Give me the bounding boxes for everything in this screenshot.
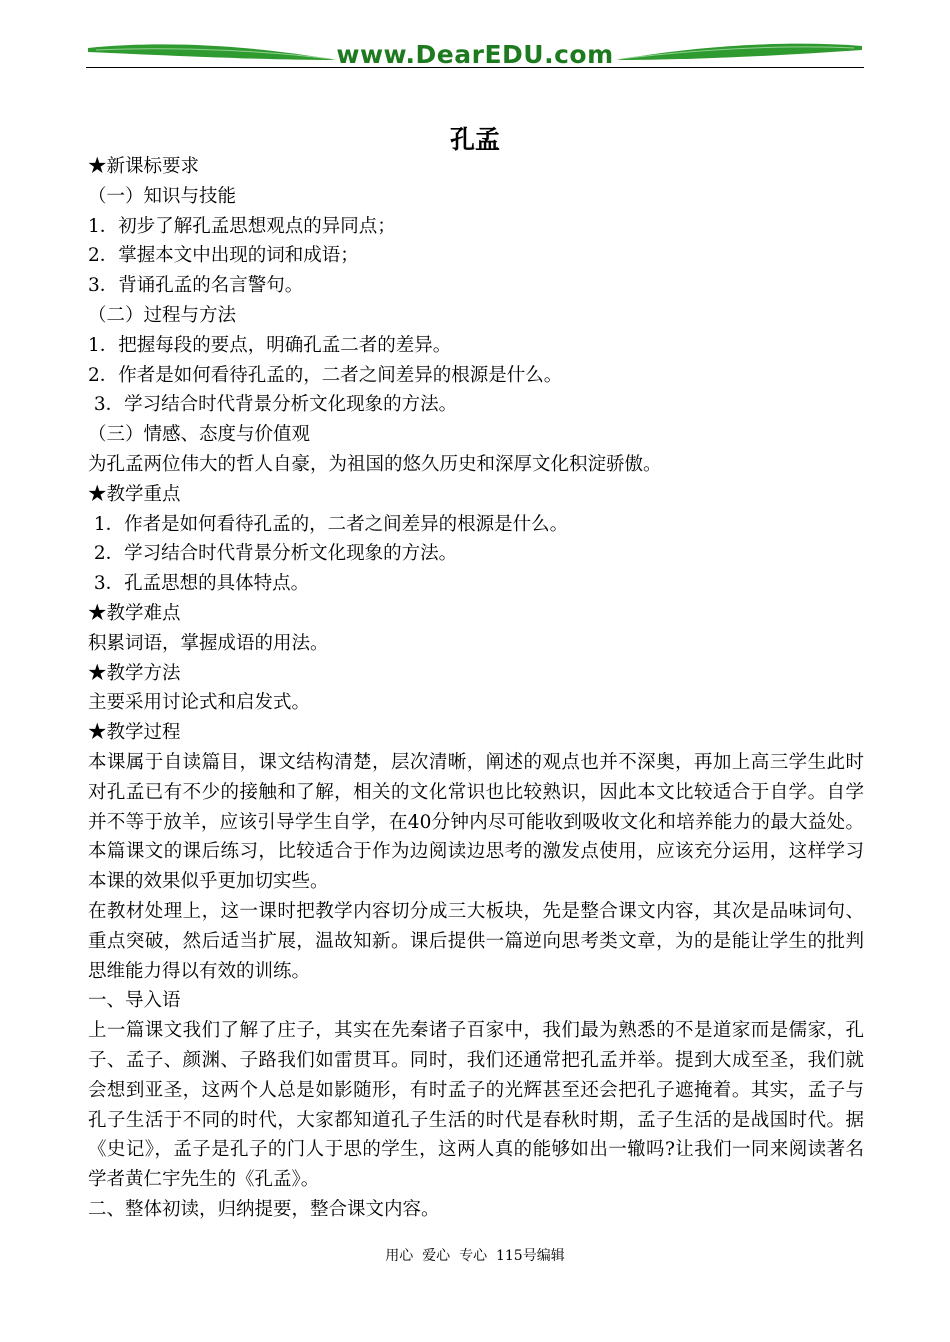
body-text-line: 积累词语，掌握成语的用法。 [88,632,329,654]
list-item: 1．把握每段的要点，明确孔孟二者的差异。 [88,334,452,356]
header-divider [86,67,864,68]
list-item: 3．背诵孔孟的名言警句。 [88,275,304,297]
subheading: （一）知识与技能 [88,185,237,207]
list-item: 1．作者是如何看待孔孟的，二者之间差异的根源是什么。 [88,513,569,535]
list-item: 3．学习结合时代背景分析文化现象的方法。 [88,394,458,416]
body-paragraph: 上一篇课文我们了解了庄子，其实在先秦诸子百家中，我们最为熟悉的不是道家而是儒家，孔子、孟子、颜渊、子路我们如雷贯耳。同时，我们还通常把孔孟并举。提到大成至圣，我们就会想到亚圣，这两个人总是如影随形，有时孟子的光辉甚至还会把孔子遮掩着。其实，孟子与孔子生活于不同的时代，大家都知道孔子生活的时代是春秋时期，孟子生活的是战国时代。据《史记》，孟子是孔子的门人于思的学生，这两人真的能够如出一辙吗?让我们一同来阅读著名学者黄仁宇先生的《孔孟》。 [88,1020,864,1191]
subheading: （三）情感、态度与价值观 [88,424,311,446]
body-paragraph: 在教材处理上，这一课时把教学内容切分成三大板块，先是整合课文内容，其次是品味词句、重点突破，然后适当扩展，温故知新。课后提供一篇逆向思考类文章，为的是能让学生的批判思维能力得以有效的训练。 [88,900,864,982]
list-item: 2．作者是如何看待孔孟的，二者之间差异的根源是什么。 [88,364,563,386]
list-item: 2．学习结合时代背景分析文化现象的方法。 [88,543,458,565]
body-text-line: 主要采用讨论式和启发式。 [88,692,311,714]
body-paragraph: 本课属于自读篇目，课文结构清楚，层次清晰，阐述的观点也并不深奥，再加上高三学生此时对孔孟已有不少的接触和了解，相关的文化常识也比较熟识，因此本文比较适合于自学。自学并不等于放羊，应该引导学生自学，在40分钟内尽可能收到吸收文化和培养能力的最大益处。本篇课文的课后练习，比较适合于作为边阅读边思考的激发点使用，应该充分运用，这样学习本课的效果似乎更加切实些。 [88,751,864,893]
document-body [88,152,864,1225]
subheading: （二）过程与方法 [88,304,237,326]
page-footer: 用心 爱心 专心 115号编辑 [385,1248,565,1264]
body-text-line: 为孔孟两位伟大的哲人自豪，为祖国的悠久历史和深厚文化积淀骄傲。 [88,453,662,475]
list-item: 2．掌握本文中出现的词和成语； [88,245,359,267]
subheading: 一、导入语 [88,990,181,1012]
site-logo-text: www.DearEDU.com [336,40,614,69]
section-heading: ★教学重点 [88,483,181,505]
list-item: 3．孔孟思想的具体特点。 [88,573,310,595]
page-title: 孔孟 [449,125,500,154]
list-item: 1．初步了解孔孟思想观点的异同点； [88,215,396,237]
section-heading: ★教学方法 [88,662,181,684]
section-heading: ★教学过程 [88,722,181,744]
subheading: 二、整体初读，归纳提要，整合课文内容。 [88,1198,440,1220]
section-heading: ★教学难点 [88,602,181,624]
section-heading: ★新课标要求 [88,156,200,177]
